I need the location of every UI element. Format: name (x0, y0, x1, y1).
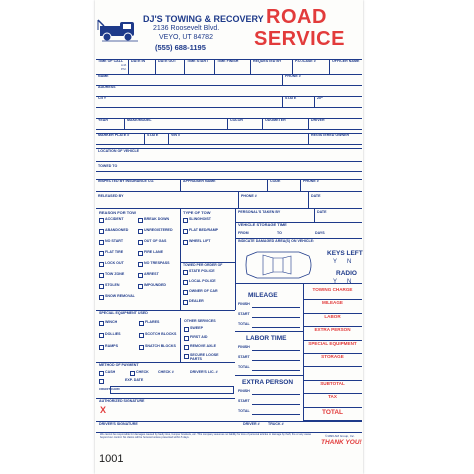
extra-finish-label: FINISH (238, 389, 250, 393)
vin-label: VIN # (171, 133, 180, 137)
special-equipment-label: RAMPS (105, 344, 118, 348)
inspected-by-label: INSPECTED BY INSURANCE CO. (98, 179, 155, 183)
charge-label: MILEAGE (322, 300, 343, 306)
extra-total-label: TOTAL (238, 409, 250, 413)
payment-title: METHOD OF PAYMENT (99, 363, 139, 367)
other-service-label: FIRST AID (190, 335, 208, 339)
towed-per-order-label: OWNER OF CAR (189, 289, 218, 293)
storage-to-label: TO (277, 231, 282, 235)
reason-checkbox[interactable] (138, 218, 143, 223)
address-label: ADDRESS (98, 85, 116, 89)
reason-label: OUT OF GAS (144, 239, 167, 243)
special-equipment-title: SPECIAL EQUIPMENT USED (99, 311, 148, 315)
storage-from-label: FROM (238, 231, 249, 235)
company-city: VEYO, UT 84782 (159, 34, 213, 41)
charge-label: STORAGE (321, 354, 344, 359)
disclaimer-text: We cannot be responsible for damages caused by faulty tires, bumper brackets, etc. This company assumes no liability for loss of personal articles or damage by theft, fire or any cause beyond our control. No claims will be honored unless presented within 5 days. (100, 433, 312, 439)
special-equipment-checkbox[interactable] (139, 345, 144, 350)
cash-checkbox[interactable] (99, 371, 104, 376)
towed-per-order-checkbox[interactable] (183, 290, 188, 295)
towed-per-order-checkbox[interactable] (183, 280, 188, 285)
towed-per-order-title: TOWED PER ORDER OF (183, 263, 223, 267)
other-service-label: REMOVE AXLE (190, 344, 217, 348)
special-equipment-checkbox[interactable] (99, 345, 104, 350)
reason-checkbox[interactable] (99, 284, 104, 289)
charge-row-divider (303, 366, 362, 367)
check-checkbox[interactable] (130, 371, 135, 376)
reason-checkbox[interactable] (138, 240, 143, 245)
registered-owner-label: REGISTERED OWNER (311, 133, 350, 137)
towed-per-order-label: DEALER (189, 299, 204, 303)
credit-card-checkbox[interactable] (99, 379, 104, 384)
signature-x-mark: X (100, 405, 107, 415)
labor-total-label: TOTAL (238, 365, 250, 369)
other-services-title: OTHER SERVICES (184, 319, 216, 323)
released-by-label: RELEASED BY (98, 194, 124, 198)
personals-date-label: DATE (317, 210, 327, 214)
reason-checkbox[interactable] (138, 273, 143, 278)
city-label: CITY (98, 96, 107, 100)
storage-title: VEHICLE STORAGE TIME (238, 222, 287, 227)
mileage-finish-label: FINISH (238, 302, 250, 306)
mileage-start-label: START (238, 312, 250, 316)
reason-label: LOCK OUT (105, 261, 124, 265)
reason-label: ABANDONED (105, 228, 129, 232)
released-phone-label: PHONE # (241, 194, 257, 198)
reason-checkbox[interactable] (99, 262, 104, 267)
mileage-title: MILEAGE (248, 292, 278, 299)
reason-label: BREAK DOWN (144, 217, 170, 221)
reason-label: SNOW REMOVAL (105, 294, 135, 298)
special-equipment-label: SNATCH BLOCKS (145, 344, 176, 348)
reason-label: STOLEN (105, 283, 120, 287)
towed-to-label: TOWED TO (98, 164, 118, 168)
labor-finish-label: FINISH (238, 345, 250, 349)
company-phone: (555) 688-1195 (155, 43, 206, 52)
po-case-label: P.O./CASE # (295, 59, 316, 63)
personals-taken-by-label: PERSONAL'S TAKEN BY (238, 210, 281, 214)
copyright-text: ©1996 AM Group, Inc. (325, 434, 355, 438)
appraiser-name-label: APPRAISER NAME (183, 179, 216, 183)
reason-label: UNREGISTERED (144, 228, 173, 232)
truck-number-label: TRUCK # (268, 422, 284, 426)
radio-no[interactable]: N (347, 279, 352, 285)
time-finish-label: TIME FINISH (217, 59, 239, 63)
check-number-label: CHECK # (158, 370, 174, 374)
reason-label: FLAT TIRE (105, 250, 124, 254)
reason-checkbox[interactable] (99, 251, 104, 256)
appraiser-phone-label: PHONE # (303, 179, 319, 183)
other-service-label: SWEEP (190, 326, 203, 330)
reason-label: FIRE LANE (144, 250, 163, 254)
extra-person-title: EXTRA PERSON (242, 379, 294, 386)
road-service-form (95, 0, 363, 474)
other-service-checkbox[interactable] (184, 345, 189, 350)
reason-checkbox[interactable] (138, 262, 143, 267)
reason-label: TOW ZONE (105, 272, 125, 276)
damaged-area-title: INDICATE DAMAGED AREA(S) ON VEHICLE: (238, 239, 315, 243)
requested-by-label: REQUESTED BY (253, 59, 282, 63)
drivers-license-label: DRIVER'S LIC. # (190, 370, 218, 374)
special-equipment-label: WINCH (105, 320, 118, 324)
special-equipment-checkbox[interactable] (139, 321, 144, 326)
cash-label: CASH (105, 370, 116, 374)
form-title-line1: ROAD (266, 6, 327, 28)
charge-label: TOWING CHARGE (312, 287, 353, 292)
check-label: CHECK (136, 370, 149, 374)
special-equipment-label: SCOTCH BLOCKS (145, 332, 177, 336)
special-equipment-label: FLARES (145, 320, 160, 324)
phone-label: PHONE # (285, 74, 301, 78)
reason-checkbox[interactable] (138, 284, 143, 289)
location-label: LOCATION OF VEHICLE (98, 149, 140, 153)
extra-start-label: START (238, 399, 250, 403)
tow-truck-logo (98, 18, 142, 44)
form-title-line2: SERVICE (254, 28, 345, 50)
drivers-signature-label: DRIVER'S SIGNATURE (99, 422, 138, 426)
reason-label: NO START (105, 239, 124, 243)
make-model-label: MAKE/MODEL (127, 118, 152, 122)
towed-per-order-checkbox[interactable] (183, 300, 188, 305)
charge-label: EXTRA PERSON (314, 327, 351, 333)
charge-label: TOTAL (321, 408, 344, 416)
date-in-label: DATE IN (131, 59, 146, 63)
driver-number-label: DRIVER # (243, 422, 260, 426)
type-of-tow-checkbox[interactable] (183, 218, 188, 223)
special-equipment-label: DOLLIES (105, 332, 121, 336)
charge-label: LABOR (324, 313, 341, 319)
officer-name-label: OFFICER NAME (332, 59, 360, 63)
name-label: NAME (98, 74, 109, 78)
towed-per-order-checkbox[interactable] (183, 270, 188, 275)
reason-checkbox[interactable] (99, 218, 104, 223)
reason-label: ARREST (144, 272, 159, 276)
reason-checkbox[interactable] (99, 273, 104, 278)
driver-label: DRIVER (311, 118, 325, 122)
authorized-signature-label: AUTHORIZED SIGNATURE (99, 399, 145, 403)
type-of-tow-label: SLINGHOIST (189, 217, 211, 221)
reason-checkbox[interactable] (138, 251, 143, 256)
odometer-label: ODOMETER (265, 118, 286, 122)
reason-label: NO TRESPASS (144, 261, 170, 265)
charge-label: SPECIAL EQUIPMENT (308, 340, 357, 346)
labor-time-title: LABOR TIME (246, 335, 287, 342)
reason-label: ACCIDENT (105, 217, 124, 221)
pm-label: P.M. (121, 67, 127, 71)
date-out-label: DATE OUT (158, 59, 177, 63)
credit-card-number-field[interactable] (110, 386, 234, 394)
reason-checkbox[interactable] (99, 240, 104, 245)
thank-you-text: THANK YOU! (321, 439, 362, 446)
type-of-tow-title: TYPE OF TOW (183, 210, 211, 215)
credit-card-label: CREDIT CARD (99, 387, 120, 391)
towed-per-order-label: LOCAL POLICE (189, 279, 216, 283)
reason-checkbox[interactable] (99, 295, 104, 300)
other-service-label: SECURE LOOSE PARTS (190, 353, 219, 361)
marker-plate-label: MARKER PLATE # (98, 133, 130, 137)
keys-yes[interactable]: Y (333, 259, 338, 265)
keys-left-label: KEYS LEFT (327, 250, 363, 257)
storage-days-label: DAYS (315, 231, 325, 235)
time-start-label: TIME START (187, 59, 209, 63)
towed-per-order-label: STATE POLICE (189, 269, 215, 273)
type-of-tow-label: FLAT BED/RAMP (189, 228, 219, 232)
mileage-total-label: TOTAL (238, 322, 250, 326)
type-of-tow-label: WHEEL LIFT (189, 239, 211, 243)
charge-label: SUBTOTAL (320, 380, 345, 386)
exp-date-label: EXP. DATE (125, 378, 144, 382)
reason-checkbox[interactable] (138, 229, 143, 234)
type-of-tow-checkbox[interactable] (183, 229, 188, 234)
labor-start-label: START (238, 355, 250, 359)
special-equipment-checkbox[interactable] (99, 321, 104, 326)
reason-label: IMPOUNDED (144, 283, 166, 287)
type-of-tow-checkbox[interactable] (183, 240, 188, 245)
time-of-call-label: TIME OF CALL (98, 59, 124, 63)
special-equipment-checkbox[interactable] (99, 333, 104, 338)
vehicle-diagram[interactable] (243, 246, 315, 284)
special-equipment-checkbox[interactable] (139, 333, 144, 338)
form-number: 1001 (99, 453, 124, 465)
other-service-checkbox[interactable] (184, 336, 189, 341)
color-label: COLOR (230, 118, 243, 122)
year-label: YEAR (98, 118, 108, 122)
zip-label: ZIP (317, 96, 323, 100)
radio-yes[interactable]: Y (333, 279, 338, 285)
company-name: DJ'S TOWING & RECOVERY (143, 14, 264, 24)
keys-no[interactable]: N (347, 259, 352, 265)
charge-label: TAX (328, 394, 337, 400)
am-label: A.M. (121, 63, 127, 67)
code-label: CODE (270, 179, 281, 183)
reason-checkbox[interactable] (99, 229, 104, 234)
charge-row-divider (303, 407, 362, 408)
released-date-label: DATE (311, 194, 321, 198)
company-street: 2136 Roosevelt Blvd. (153, 25, 220, 32)
other-service-checkbox[interactable] (184, 354, 189, 359)
plate-state-label: STATE (147, 133, 159, 137)
radio-label: RADIO (336, 270, 357, 277)
state-label: STATE (285, 96, 297, 100)
charge-row-divider (303, 420, 362, 421)
other-service-checkbox[interactable] (184, 327, 189, 332)
reason-for-tow-title: REASON FOR TOW (99, 210, 137, 215)
